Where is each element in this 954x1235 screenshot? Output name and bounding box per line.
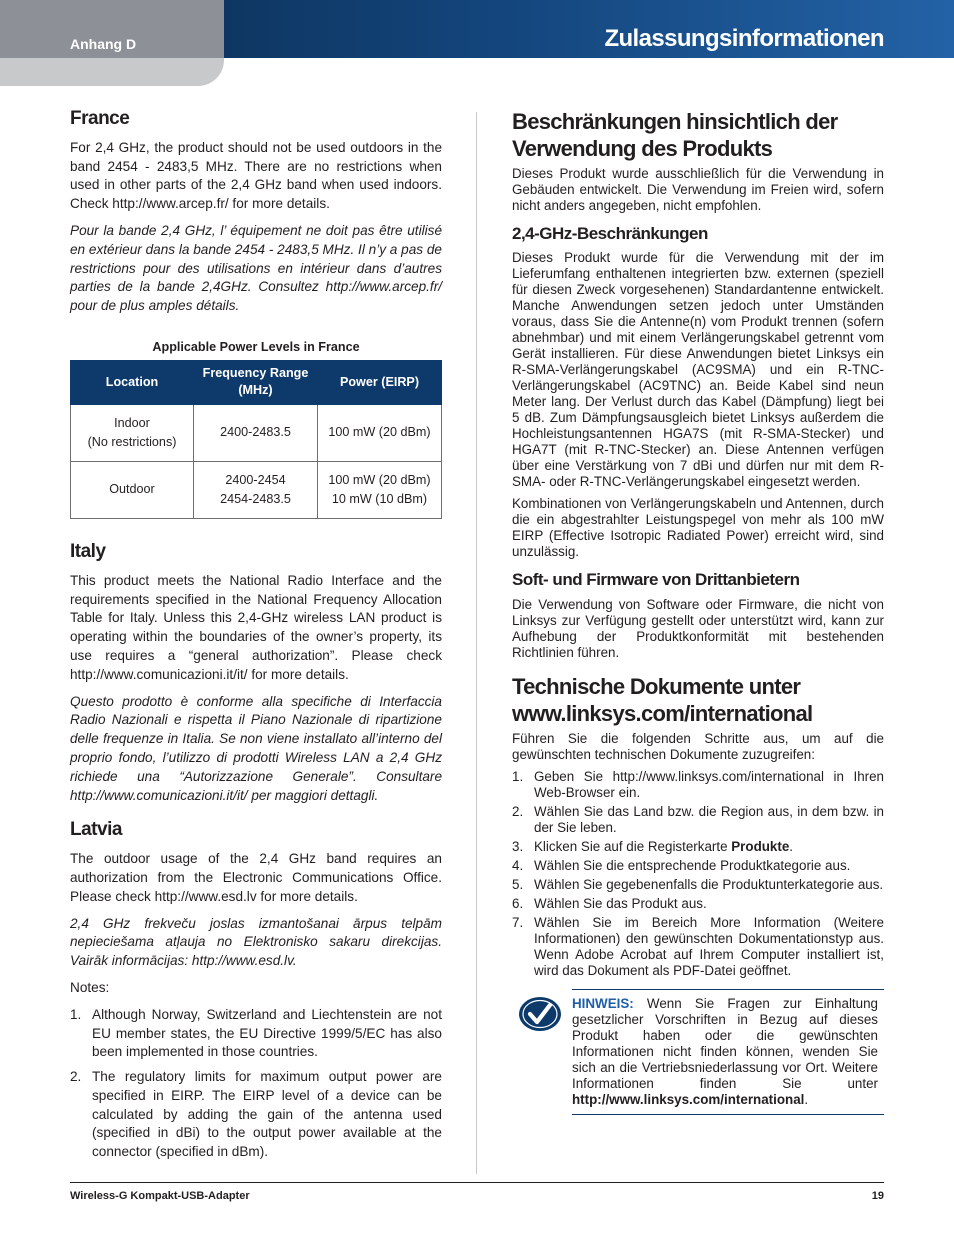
note-box — [512, 989, 884, 1115]
note-link[interactable]: http://www.linksys.com/international — [572, 1091, 805, 1107]
header-frequency-line1: Frequency — [202, 366, 267, 381]
note-label: HINWEIS: — [572, 995, 634, 1011]
checkmark-note-icon — [518, 995, 562, 1033]
section-ghz-restrictions — [512, 224, 884, 560]
cell-text: 10 mW (10 dBm) — [331, 491, 428, 506]
list-text: . — [789, 838, 794, 854]
list-item — [70, 1006, 442, 1062]
header-frequency — [194, 360, 318, 404]
firmware-text: Die Verwendung von Software oder Firmware, die nicht von Linksys zur Verfügung gestellt oder unterstützt wird, kann zur Aufhebung der Produktkonformität mit bestehenden Richtlinien führen. — [512, 596, 884, 660]
france-heading: France — [70, 108, 130, 129]
list-item — [512, 769, 884, 801]
ghz-heading: 2,4-GHz-Beschränkungen — [512, 224, 708, 243]
france-french-text: Pour la bande 2,4 GHz, l’ équipement ne doit pas être utilisé en extérieur dans la bande 2454 - 2483,5 MHz. Il n’y a pas de restrictions pour des utilisations en intérieur dans d’autres parties de la bande 2,4GHz. Consultez http://www.arcep.fr/ pour de plus amples détails. — [70, 222, 442, 314]
docs-heading — [512, 673, 884, 727]
power-levels-table — [70, 360, 442, 519]
notes-list — [70, 1006, 442, 1162]
section-restrictions — [512, 108, 884, 214]
page-title: Zulassungsinformationen — [604, 25, 884, 52]
latvia-latvian-text: 2,4 GHz frekveču joslas izmantošanai ārpus telpām nepieciešama atļauja no Elektronisko sakaru direkcijas. Vairāk informācijas: http://www.esd.lv. — [70, 915, 442, 969]
list-text: Wählen Sie das Produkt aus. — [534, 895, 707, 911]
list-number: 2. — [70, 1069, 82, 1085]
list-number: 7. — [512, 914, 524, 930]
list-text: Wählen Sie die entsprechende Produktkategorie aus. — [534, 857, 851, 873]
list-item — [512, 858, 884, 874]
list-item — [512, 896, 884, 912]
firmware-heading: Soft- und Firmware von Drittanbietern — [512, 570, 800, 590]
france-english-text: For 2,4 GHz, the product should not be used outdoors in the band 2454 - 2483,5 MHz. There are no restrictions when used in other parts of the 2,4 GHz band when used indoors. Check http://www.arcep.fr/ for more details. — [70, 139, 442, 212]
header-power: Power (EIRP) — [318, 360, 442, 404]
list-text: Geben Sie http://www.linksys.com/international in Ihren Web-Browser ein. — [534, 768, 884, 800]
ghz-text-2: Kombinationen von Verlängerungskabeln und Antennen, durch die ein abgestrahlter Leistungspegel von mehr als 100 mW EIRP (Effective Isotropic Radiated Power) erreicht wird, sind unzulässig. — [512, 496, 884, 560]
table-row — [71, 404, 442, 461]
header-location: Location — [71, 360, 194, 404]
notes-label: Notes: — [70, 979, 110, 995]
latvia-heading: Latvia — [70, 819, 122, 841]
footer-page-number: 19 — [871, 1190, 884, 1202]
list-item — [70, 1068, 442, 1162]
list-number: 2. — [512, 803, 524, 819]
table-row — [71, 461, 442, 518]
italy-heading: Italy — [70, 540, 106, 562]
cell-frequency — [194, 404, 318, 461]
section-technical-docs — [512, 673, 884, 979]
right-column — [512, 108, 884, 1115]
list-item — [512, 877, 884, 893]
list-item — [512, 915, 884, 979]
left-column — [70, 108, 442, 1168]
heading-line: www.linksys.com/international — [512, 700, 813, 726]
cell-text: Outdoor — [109, 482, 155, 497]
heading-line: Technische Dokumente unter — [512, 673, 801, 699]
cell-location — [71, 461, 194, 518]
latvia-english-text: The outdoor usage of the 2,4 GHz band requires an authorization from the Electronic Communications Office. Please check http://www.esd.lv for more details. — [70, 851, 442, 904]
list-number: 5. — [512, 876, 524, 892]
cell-text: 2400-2454 — [225, 472, 286, 487]
list-number: 3. — [512, 838, 524, 854]
section-latvia — [70, 819, 442, 1162]
cell-text: 100 mW (20 dBm) — [328, 425, 431, 440]
cell-power — [318, 461, 442, 518]
list-text: The regulatory limits for maximum output power are specified in EIRP. The EIRP level of a device can be calculated by adding the gain of the antenna used (specified in dBi) to the output power available at the connector (specified in dBm). — [92, 1069, 442, 1160]
docs-intro: Führen Sie die folgenden Schritte aus, um auf die gewünschten technischen Dokumente zuzugreifen: — [512, 730, 884, 762]
italy-english-text: This product meets the National Radio Interface and the requirements specified in the National Frequency Allocation Table for Italy. Unless this 2,4-GHz wireless LAN product is operating within the boundaries of the owner’s property, its use requires a “general authorization”. Please check http://www.comunicazioni.it/it/ for more details. — [70, 572, 442, 682]
list-number: 1. — [70, 1006, 82, 1022]
appendix-label: Anhang D — [70, 36, 137, 52]
cell-text: Indoor — [114, 415, 150, 430]
note-body: Wenn Sie Fragen zur Einhaltung gesetzlicher Vorschriften in Bezug auf dieses Produkt haben oder die gewünschten Informationen nicht finden können, wenden Sie sich an die Vertriebsniederlassung vor Ort. Weitere Informationen finden Sie unter — [572, 995, 878, 1091]
list-text: Klicken Sie auf die Registerkarte — [534, 838, 732, 854]
section-france — [70, 108, 442, 519]
list-text: Wählen Sie das Land bzw. die Region aus, in dem bzw. in der Sie leben. — [534, 803, 884, 835]
note-end: . — [804, 1091, 809, 1107]
docs-steps — [512, 769, 884, 979]
cell-text: (No restrictions) — [87, 434, 177, 449]
cell-location — [71, 404, 194, 461]
cell-frequency — [194, 461, 318, 518]
footer-divider — [70, 1182, 884, 1183]
column-divider — [476, 112, 477, 1174]
list-number: 6. — [512, 895, 524, 911]
cell-text: 2454-2483.5 — [220, 491, 291, 506]
table-header-row — [71, 360, 442, 404]
header-frequency-line2: Range (MHz) — [238, 366, 309, 398]
list-text: Wählen Sie gegebenenfalls die Produktunterkategorie aus. — [534, 876, 884, 892]
cell-text: 2400-2483.5 — [220, 425, 291, 440]
table-caption: Applicable Power Levels in France — [152, 339, 360, 354]
products-tab-label: Produkte — [731, 838, 790, 854]
section-firmware — [512, 570, 884, 660]
list-text: Although Norway, Switzerland and Liechtenstein are not EU member states, the EU Directive 1999/5/EC has also been implemented in those countries. — [92, 1006, 442, 1060]
note-text — [572, 996, 878, 1108]
list-number: 4. — [512, 857, 524, 873]
footer-product-name: Wireless-G Kompakt-USB-Adapter — [70, 1190, 250, 1202]
list-item — [512, 804, 884, 836]
heading-line: Verwendung des Produkts — [512, 136, 773, 161]
list-text: Wählen Sie im Bereich More Information (Weitere Informationen) den gewünschten Dokumentationstyp aus. Wenn Adobe Acrobat auf Ihrem Computer installiert ist, wird das Dokument als PDF-Datei geöffnet. — [534, 914, 884, 978]
heading-line: Beschränkungen hinsichtlich der — [512, 109, 838, 134]
italy-italian-text: Questo prodotto è conforme alla specifiche di Interfaccia Radio Nazionali e rispetta il Piano Nazionale di ripartizione delle frequenze in Italia. Se non viene installato all’interno del proprio fondo, l’utilizzo di prodotti Wireless LAN a 2,4 GHz richiede una “Autorizzazione Generale”. Consultare http://www.comunicazioni.it/it/ per maggiori dettagli. — [70, 693, 442, 803]
section-italy — [70, 541, 442, 805]
cell-power — [318, 404, 442, 461]
list-number: 1. — [512, 768, 524, 784]
cell-text: 100 mW (20 dBm) — [328, 472, 431, 487]
ghz-text-1: Dieses Produkt wurde für die Verwendung mit der im Lieferumfang enthaltenen integrierten bzw. externen (speziell für diesen Zweck vorgesehenen) Standardantenne entwickelt. Manche Anwendungen setzen jedoch unter Umständen voraus, dass Sie die Antenne(n) vom Produkt trennen (sofern abnehmbar) und mit einem Verlängerungskabel getrennt vom Gerät installieren. Für diese Anwendungen bietet Linksys ein R-SMA-Verlängerungskabel (AC9SMA) und ein R-TNC-Verlängerungskabel (AC9TNC) an. Beide Kabel sind neun Meter lang. Der Verlust durch das Kabel (Dämpfung) liegt bei 5 dB. Zum Dämpfungsausgleich bietet Linksys außerdem die Hochleistungsantennen HGA7S (mit R-SMA-Stecker) und HGA7T (mit R-TNC-Stecker) an. Diese Antennen verfügen über eine Verstärkung von 7 dBi und dürfen nur mit dem R-SMA- oder R-TNC-Verlängerungskabel eingesetzt werden. — [512, 250, 884, 490]
list-item — [512, 839, 884, 855]
restrictions-heading — [512, 108, 884, 162]
restrictions-text: Dieses Produkt wurde ausschließlich für die Verwendung in Gebäuden entwickelt. Die Verwendung im Freien wird, sofern nicht anders angegeben, nicht empfohlen. — [512, 166, 884, 213]
